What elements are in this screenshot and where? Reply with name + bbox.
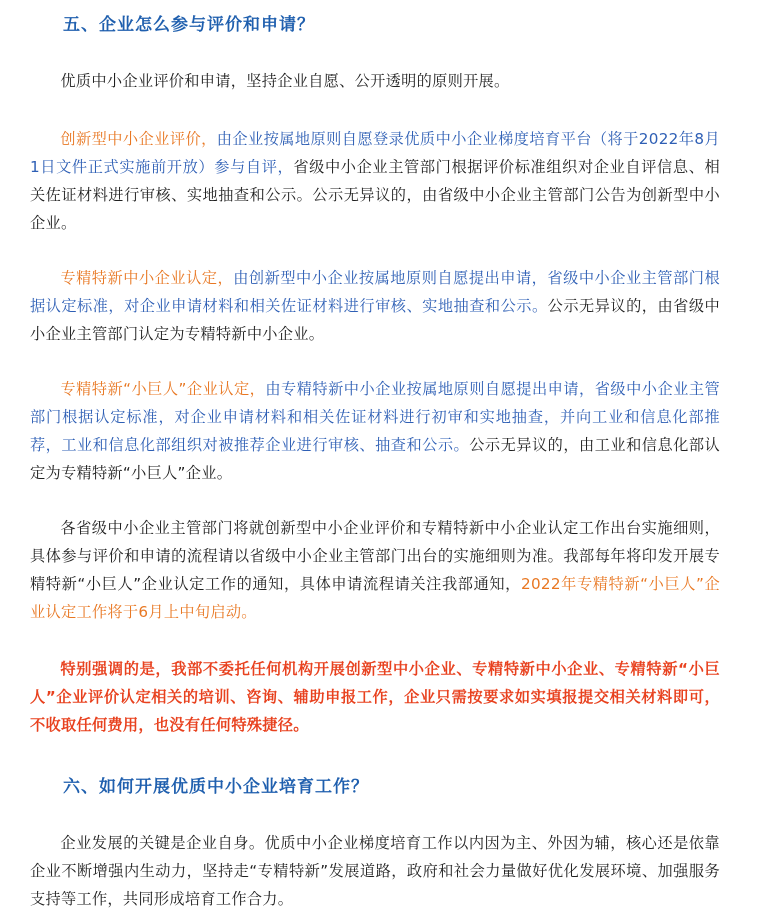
section-5-intro — [30, 67, 720, 95]
specialized-paragraph — [30, 264, 720, 348]
provincial-launch-note: 2022年专精特新“小巨人”企业认定工作将于6月上中旬启动。 — [30, 575, 721, 621]
innovative-body-blue: 由企业按属地原则自愿登录优质中小企业梯度培育平台（将于2022年8月1日文件正式实施前开放）参与自评， — [30, 130, 721, 176]
section-6-paragraph — [30, 829, 720, 913]
specialized-body-blue: 由创新型中小企业按属地原则自愿提出申请，省级中小企业主管部门根据认定标准，对企业申请材料和相关佐证材料进行审核、实地抽查和公示。 — [30, 269, 720, 315]
specialized-lead: 专精特新中小企业认定， — [60, 269, 234, 287]
innovative-body: 省级中小企业主管部门根据评价标准组织对企业自评信息、相关佐证材料进行审核、实地抽查和公示。公示无异议的，由省级中小企业主管部门公告为创新型中小企业。 — [30, 158, 720, 232]
provincial-body: 各省级中小企业主管部门将就创新型中小企业评价和专精特新中小企业认定工作出台实施细则，具体参与评价和申请的流程请以省级中小企业主管部门出台的实施细则为准。我部每年将印发开展专精特新“小巨人”企业认定工作的通知，具体申请流程请关注我部通知， — [30, 519, 720, 593]
emphasis-text: 特别强调的是，我部不委托任何机构开展创新型中小企业、专精特新中小企业、专精特新“小巨人”企业评价认定相关的培训、咨询、辅助申报工作，企业只需按要求如实填报提交相关材料即可，不收取任何费用，也没有任何特殊捷径。 — [30, 660, 720, 734]
innovative-lead: 创新型中小企业评价， — [60, 130, 217, 148]
little-giant-body: 公示无异议的，由工业和信息化部认定为专精特新“小巨人”企业。 — [30, 436, 720, 482]
provincial-paragraph — [30, 514, 720, 626]
little-giant-lead: 专精特新“小巨人”企业认定， — [60, 380, 266, 398]
section-5-heading: 五、企业怎么参与评价和申请？ — [63, 15, 315, 35]
section-6-heading: 六、如何开展优质中小企业培育工作？ — [63, 777, 369, 797]
section-6-text: 企业发展的关键是企业自身。优质中小企业梯度培育工作以内因为主、外因为辅，核心还是依靠企业不断增强内生动力，坚持走“专精特新”发展道路，政府和社会力量做好优化发展环境、加强服务支持等工作，共同形成培育工作合力。 — [30, 834, 720, 908]
little-giant-paragraph — [30, 375, 720, 487]
little-giant-body-blue: 由专精特新中小企业按属地原则自愿提出申请，省级中小企业主管部门根据认定标准，对企业申请材料和相关佐证材料进行初审和实地抽查，并向工业和信息化部推荐，工业和信息化部组织对被推荐企业进行审核、抽查和公示。 — [30, 380, 721, 454]
innovative-paragraph — [30, 125, 720, 237]
emphasis-paragraph — [30, 655, 720, 739]
specialized-body: 公示无异议的，由省级中小企业主管部门认定为专精特新中小企业。 — [30, 297, 720, 343]
intro-text: 优质中小企业评价和申请，坚持企业自愿、公开透明的原则开展。 — [60, 72, 510, 90]
